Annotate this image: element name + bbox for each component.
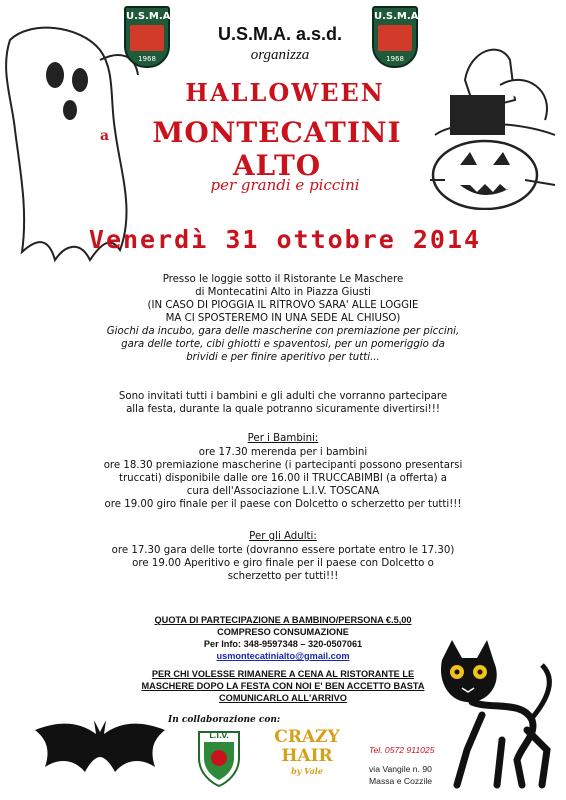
kids-schedule — [30, 446, 536, 511]
intro-location — [40, 273, 526, 325]
info-phone: Per Info: 348-9597348 – 320-0507061 — [203, 639, 363, 649]
intro-line: di Montecatini Alto in Piazza Giusti — [195, 287, 371, 298]
intro-line: MA CI SPOSTEREMO IN UNA SEDE AL CHIUSO) — [165, 313, 401, 324]
crazy-hair-logo — [262, 728, 352, 776]
intro-description — [30, 325, 536, 364]
shield-band — [130, 25, 164, 51]
sponsor-address-2: Massa e Cozzile — [369, 776, 433, 786]
liv-logo — [196, 728, 242, 788]
title-prefix: a — [100, 128, 112, 144]
invite-text — [30, 390, 536, 416]
event-date: Venerdì 31 ottobre 2014 — [88, 225, 482, 254]
invite-line: alla festa, durante la quale potranno sicuramente divertirsi!!! — [126, 404, 440, 415]
kids-line: truccati) disponibile dalle ore 16.00 il TRUCCABIMBI (a offerta) a — [118, 473, 448, 484]
usma-shield-right — [372, 6, 423, 68]
adults-schedule — [30, 544, 536, 583]
email-link[interactable]: usmontecatinialto@gmail.com — [216, 651, 350, 661]
cena-line: COMUNICARLO ALL'ARRIVO — [219, 693, 347, 703]
by-vale: by Vale — [291, 766, 323, 776]
hair-line: HAIR — [281, 746, 333, 766]
sponsor-phone: Tel. 0572 911025 — [369, 745, 435, 755]
bat-illustration — [30, 712, 170, 792]
org-subtitle: organizza — [250, 47, 310, 63]
usma-shield-left — [124, 6, 175, 68]
liv-label: L.I.V. — [209, 732, 229, 740]
shield-year: 1968 — [386, 55, 404, 63]
kids-line: ore 19.00 giro finale per il paese con Dolcetto o scherzetto per tutti!!! — [104, 499, 462, 510]
shield-top-text: U.S.M.A. — [374, 8, 416, 22]
intro-line: Presso le loggie sotto il Ristorante Le Maschere — [162, 274, 404, 285]
compreso-text: COMPRESO CONSUMAZIONE — [217, 627, 349, 637]
kids-line: ore 18.30 premiazione mascherine (i partecipanti possono presentarsi — [103, 460, 463, 471]
adults-heading: Per gli Adulti: — [249, 531, 317, 542]
subtitle: per grandi e piccini — [210, 176, 360, 194]
crazy-line: CRAZY — [274, 727, 340, 747]
description-line: Giochi da incubo, gara delle mascherine con premiazione per piccini, — [106, 326, 460, 337]
intro-line: (IN CASO DI PIOGGIA IL RITROVO SARA' ALLE LOGGIE — [147, 300, 419, 311]
org-name: U.S.M.A. a.s.d. — [217, 24, 343, 44]
description-line: brividi e per finire aperitivo per tutti... — [186, 352, 380, 363]
shield-band — [378, 25, 412, 51]
adults-line: ore 17.30 gara delle torte (dovranno essere portate entro le 17.30) — [111, 545, 455, 556]
cena-notice — [60, 668, 506, 704]
cena-line: MASCHERE DOPO LA FESTA CON NOI E' BEN ACCETTO BASTA — [141, 681, 425, 691]
title-montecatini: MONTECATINI ALTO — [152, 116, 402, 182]
invite-line: Sono invitati tutti i bambini e gli adulti che vorranno partecipare — [118, 391, 448, 402]
kids-line: ore 17.30 merenda per i bambini — [198, 447, 368, 458]
adults-line: ore 19.00 Aperitivo e giro finale per il paese con Dolcetto o — [132, 558, 434, 569]
shield-top-text: U.S.M.A. — [126, 8, 168, 22]
kids-line: cura dell'Associazione L.I.V. TOSCANA — [186, 486, 380, 497]
sponsor-address-1: via Vangile n. 90 — [369, 764, 432, 774]
shield-year: 1968 — [138, 55, 156, 63]
title-halloween: HALLOWEEN — [185, 78, 385, 107]
adults-line: scherzetto per tutti!!! — [227, 571, 339, 582]
cena-line: PER CHI VOLESSE RIMANERE A CENA AL RISTORANTE LE — [151, 669, 415, 679]
footer-info — [90, 614, 476, 662]
description-line: gara delle torte, cibi ghiotti e spaventosi, per un pomeriggio da — [121, 339, 445, 350]
black-cat-illustration — [422, 640, 562, 790]
quota-text: QUOTA DI PARTECIPAZIONE A BAMBINO/PERSONA €.5,00 — [154, 615, 412, 625]
kids-heading: Per i Bambini: — [247, 433, 319, 444]
collab-label: In collaborazione con: — [168, 715, 281, 725]
